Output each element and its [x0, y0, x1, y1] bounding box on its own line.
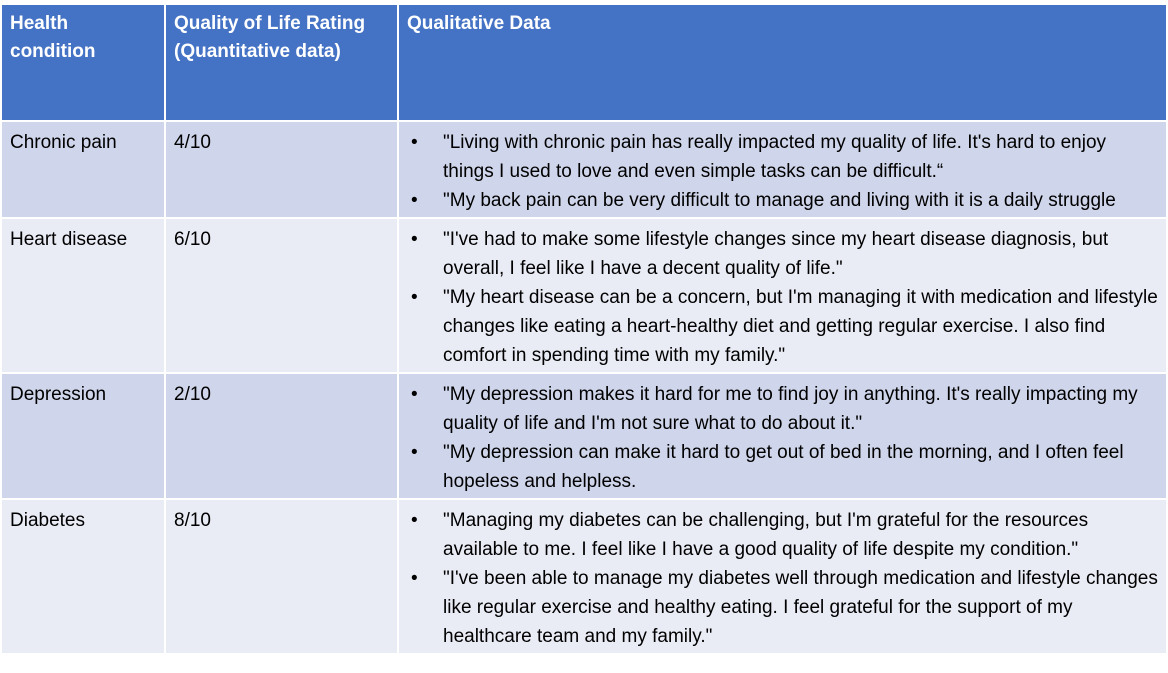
header-health-condition: Health condition	[1, 4, 165, 121]
quote-item	[407, 128, 1160, 186]
quote-text: "I've been able to manage my diabetes well through medication and lifestyle changes like regular exercise and healthy eating. I feel grateful for the support of my healthcare team and my family."	[443, 568, 1158, 647]
table-row	[1, 499, 1167, 654]
bullet-icon: •	[411, 229, 418, 250]
rating-cell: 6/10	[165, 218, 398, 373]
bullet-icon: •	[411, 132, 418, 153]
quotes-list	[407, 380, 1160, 496]
quotes-list	[407, 128, 1160, 215]
quote-item	[407, 506, 1160, 564]
quote-text: "Managing my diabetes can be challenging, but I'm grateful for the resources available to me. I feel like I have a good quality of life despite my condition."	[443, 510, 1089, 560]
quotes-cell	[398, 218, 1167, 373]
header-quality-of-life-rating: Quality of Life Rating (Quantitative data)	[165, 4, 398, 121]
condition-cell: Chronic pain	[1, 121, 165, 218]
bullet-icon: •	[411, 287, 418, 308]
bullet-icon: •	[411, 384, 418, 405]
quote-text: "My depression can make it hard to get out of bed in the morning, and I often feel hopeless and helpless.	[443, 442, 1124, 492]
quote-item	[407, 186, 1160, 215]
bullet-icon: •	[411, 510, 418, 531]
quality-of-life-table	[0, 3, 1168, 655]
quotes-cell	[398, 373, 1167, 499]
quote-item	[407, 564, 1160, 651]
rating-cell: 4/10	[165, 121, 398, 218]
quotes-list	[407, 506, 1160, 651]
quotes-list	[407, 225, 1160, 370]
quote-item	[407, 225, 1160, 283]
bullet-icon: •	[411, 190, 418, 211]
rating-cell: 2/10	[165, 373, 398, 499]
quotes-cell	[398, 499, 1167, 654]
bullet-icon: •	[411, 442, 418, 463]
header-qualitative-data: Qualitative Data	[398, 4, 1167, 121]
condition-cell: Depression	[1, 373, 165, 499]
table-row	[1, 121, 1167, 218]
quote-text: "My depression makes it hard for me to find joy in anything. It's really impacting my quality of life and I'm not sure what to do about it."	[443, 384, 1138, 434]
rating-cell: 8/10	[165, 499, 398, 654]
quote-item	[407, 283, 1160, 370]
condition-cell: Heart disease	[1, 218, 165, 373]
condition-cell: Diabetes	[1, 499, 165, 654]
table-row	[1, 373, 1167, 499]
table-row	[1, 218, 1167, 373]
quote-text: "My heart disease can be a concern, but I'm managing it with medication and lifestyle changes like eating a heart-healthy diet and getting regular exercise. I also find comfort in spending time with my family."	[443, 287, 1158, 366]
quotes-cell	[398, 121, 1167, 218]
quote-item	[407, 438, 1160, 496]
table-header-row	[1, 4, 1167, 121]
quote-text: "I've had to make some lifestyle changes since my heart disease diagnosis, but overall, I feel like I have a decent quality of life."	[443, 229, 1109, 279]
quote-text: "Living with chronic pain has really impacted my quality of life. It's hard to enjoy things I used to love and even simple tasks can be difficult.“	[443, 132, 1107, 182]
quality-of-life-table-container	[0, 3, 1166, 655]
quote-text: "My back pain can be very difficult to manage and living with it is a daily struggle	[443, 190, 1116, 211]
quote-item	[407, 380, 1160, 438]
bullet-icon: •	[411, 568, 418, 589]
